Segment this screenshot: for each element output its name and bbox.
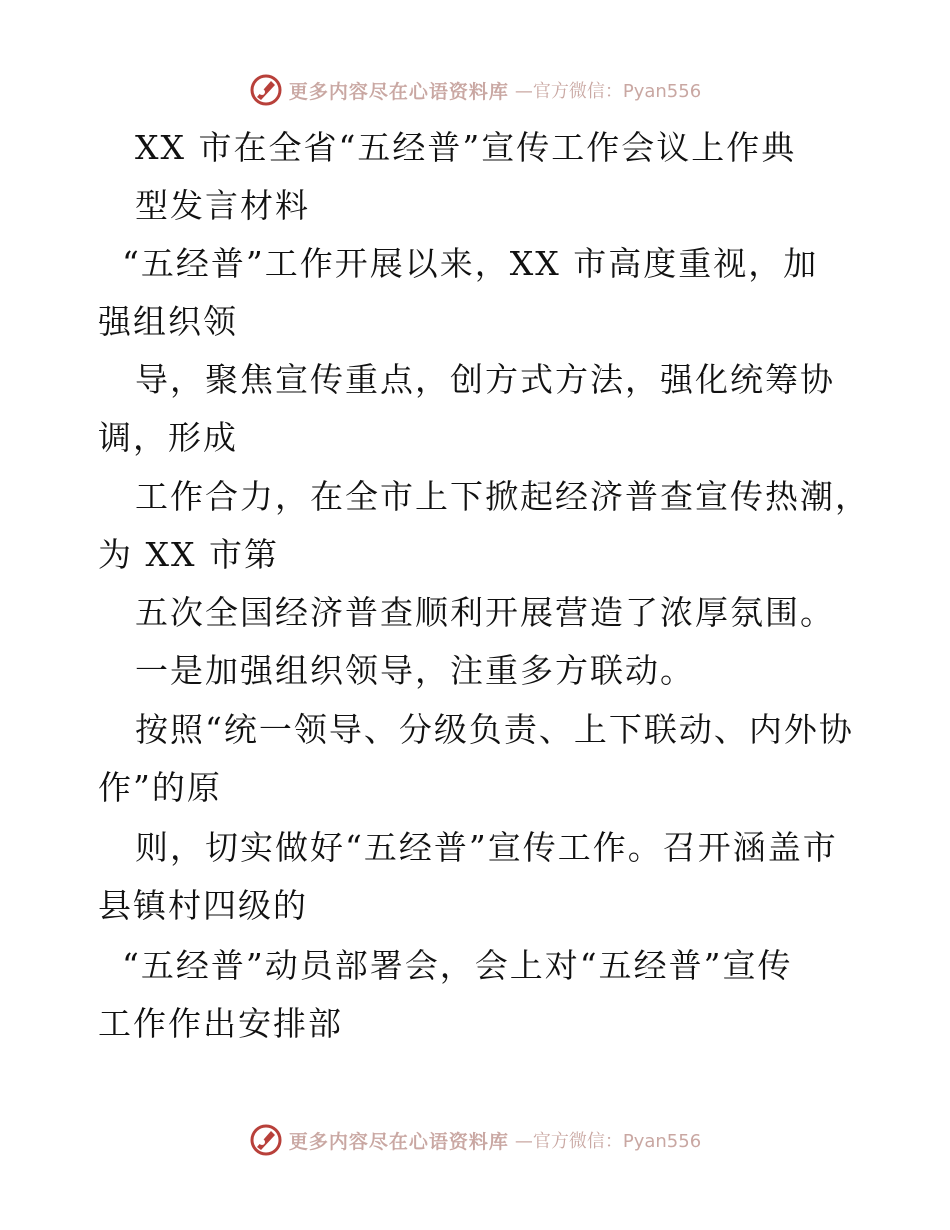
paragraph-line: 则，切实做好“五经普”宣传工作。召开涵盖市 bbox=[135, 828, 838, 867]
paragraph-line: 五次全国经济普查顺利开展营造了浓厚氛围。 bbox=[135, 593, 835, 632]
paragraph-line: 工作作出安排部 bbox=[98, 1004, 343, 1043]
watermark-wechat: —官方微信：Pyan556 bbox=[514, 81, 702, 102]
header-watermark bbox=[0, 68, 950, 112]
paragraph-line: 作”的原 bbox=[98, 768, 222, 807]
paragraph-line: “五经普”动员部署会，会上对“五经普”宣传 bbox=[122, 946, 793, 985]
watermark-text: 更多内容尽在心语资料库 bbox=[288, 80, 509, 103]
paragraph-line: 导，聚焦宣传重点，创方式方法，强化统筹协 bbox=[135, 360, 835, 399]
section-heading: 一是加强组织领导，注重多方联动。 bbox=[135, 651, 695, 690]
document-title-line-1: XX 市在全省“五经普”宣传工作会议上作典 bbox=[135, 128, 797, 167]
footer-watermark bbox=[0, 1118, 950, 1162]
paragraph-line: 调，形成 bbox=[98, 418, 238, 457]
paragraph-line: 县镇村四级的 bbox=[98, 886, 308, 925]
paragraph-line: “五经普”工作开展以来，XX 市高度重视，加 bbox=[122, 244, 819, 283]
paragraph-line: 强组织领 bbox=[98, 302, 238, 341]
red-circle-logo-icon bbox=[249, 73, 283, 107]
watermark-text: 更多内容尽在心语资料库 bbox=[288, 1130, 509, 1153]
document-title-line-2: 型发言材料 bbox=[135, 186, 310, 225]
paragraph-line: 工作合力，在全市上下掀起经济普查宣传热潮， bbox=[135, 477, 870, 516]
watermark-wechat: —官方微信：Pyan556 bbox=[514, 1131, 702, 1152]
red-circle-logo-icon bbox=[249, 1123, 283, 1157]
paragraph-line: 为 XX 市第 bbox=[98, 535, 279, 574]
paragraph-line: 按照“统一领导、分级负责、上下联动、内外协 bbox=[135, 710, 854, 749]
